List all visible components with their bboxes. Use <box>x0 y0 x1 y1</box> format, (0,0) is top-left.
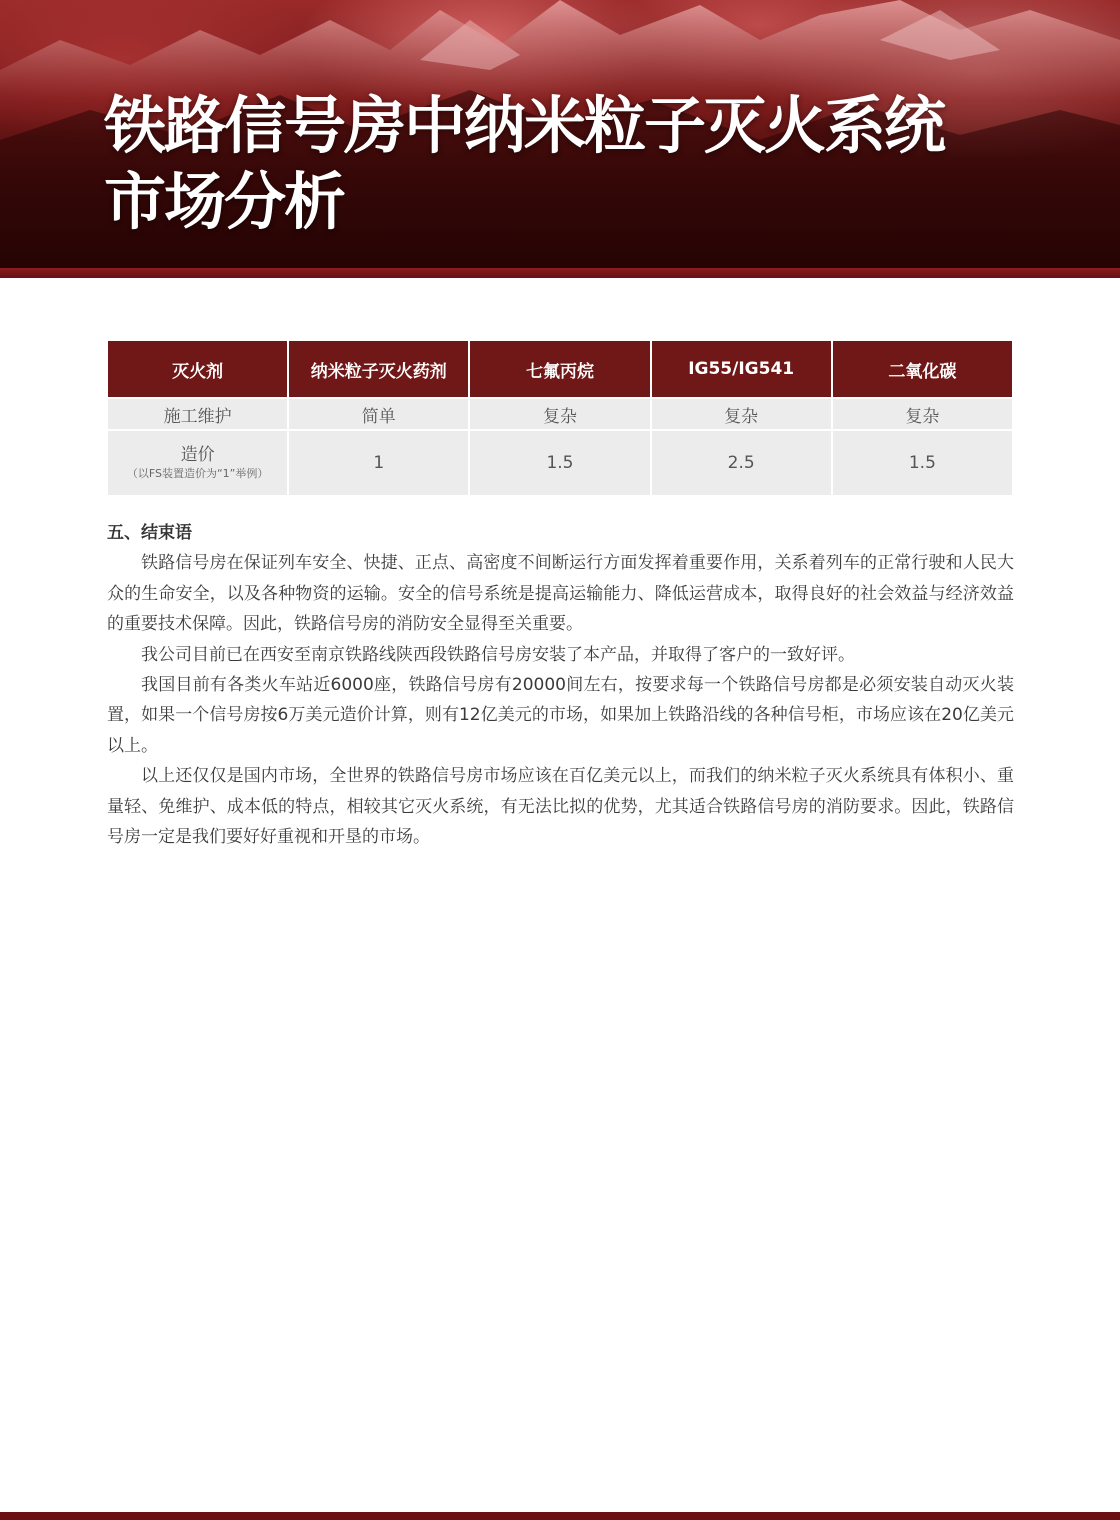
paragraph: 以上还仅仅是国内市场，全世界的铁路信号房市场应该在百亿美元以上，而我们的纳米粒子灭火系统具有体积小、重量轻、免维护、成本低的特点，相较其它灭火系统，有无法比拟的优势，尤其适合铁路信号房的消防要求。因此，铁路信号房一定是我们要好好重视和开垦的市场。 <box>107 766 1014 848</box>
article-body <box>107 518 1014 852</box>
table-header-cell: 纳米粒子灭火药剂 <box>289 341 468 399</box>
table-cell: 施工维护 <box>108 399 287 431</box>
table-cell: 复杂 <box>833 399 1012 431</box>
table-cell: 简单 <box>289 399 468 431</box>
cost-note: （以FS装置造价为“1”举例） <box>126 467 269 480</box>
header-divider <box>0 268 1120 278</box>
table-header-cell: 二氧化碳 <box>833 341 1012 399</box>
table-cell: 2.5 <box>652 431 831 497</box>
table-cell: 1 <box>289 431 468 497</box>
cost-label: 造价 <box>180 445 215 465</box>
paragraph: 我国目前有各类火车站近6000座，铁路信号房有20000间左右，按要求每一个铁路信号房都是必须安装自动灭火装置，如果一个信号房按6万美元造价计算，则有12亿美元的市场，如果加上铁路沿线的各种信号柜，市场应该在20亿美元以上。 <box>107 675 1014 756</box>
table-header-cell: 七氟丙烷 <box>470 341 649 399</box>
comparison-table <box>106 341 1014 497</box>
table-cell: 复杂 <box>652 399 831 431</box>
title-line-2: 市场分析 <box>104 165 345 238</box>
table-cell <box>108 431 287 497</box>
table-cell: 1.5 <box>470 431 649 497</box>
table-header-cell: IG55/IG541 <box>652 341 831 399</box>
footer-divider <box>0 1512 1120 1520</box>
header-banner <box>0 0 1120 270</box>
section-heading: 五、结束语 <box>107 523 192 543</box>
table-cell: 1.5 <box>833 431 1012 497</box>
paragraph: 铁路信号房在保证列车安全、快捷、正点、高密度不间断运行方面发挥着重要作用，关系着列车的正常行驶和人民大众的生命安全，以及各种物资的运输。安全的信号系统是提高运输能力、降低运营成本，取得良好的社会效益与经济效益的重要技术保障。因此，铁路信号房的消防安全显得至关重要。 <box>107 553 1014 635</box>
table-header-row <box>108 341 1012 399</box>
table-cell: 复杂 <box>470 399 649 431</box>
table-row <box>108 431 1012 497</box>
page-title <box>104 88 944 240</box>
table-row <box>108 399 1012 431</box>
paragraph: 我公司目前已在西安至南京铁路线陕西段铁路信号房安装了本产品，并取得了客户的一致好评。 <box>141 644 855 665</box>
title-line-1: 铁路信号房中纳米粒子灭火系统 <box>104 89 945 162</box>
table-header-cell: 灭火剂 <box>108 341 287 399</box>
